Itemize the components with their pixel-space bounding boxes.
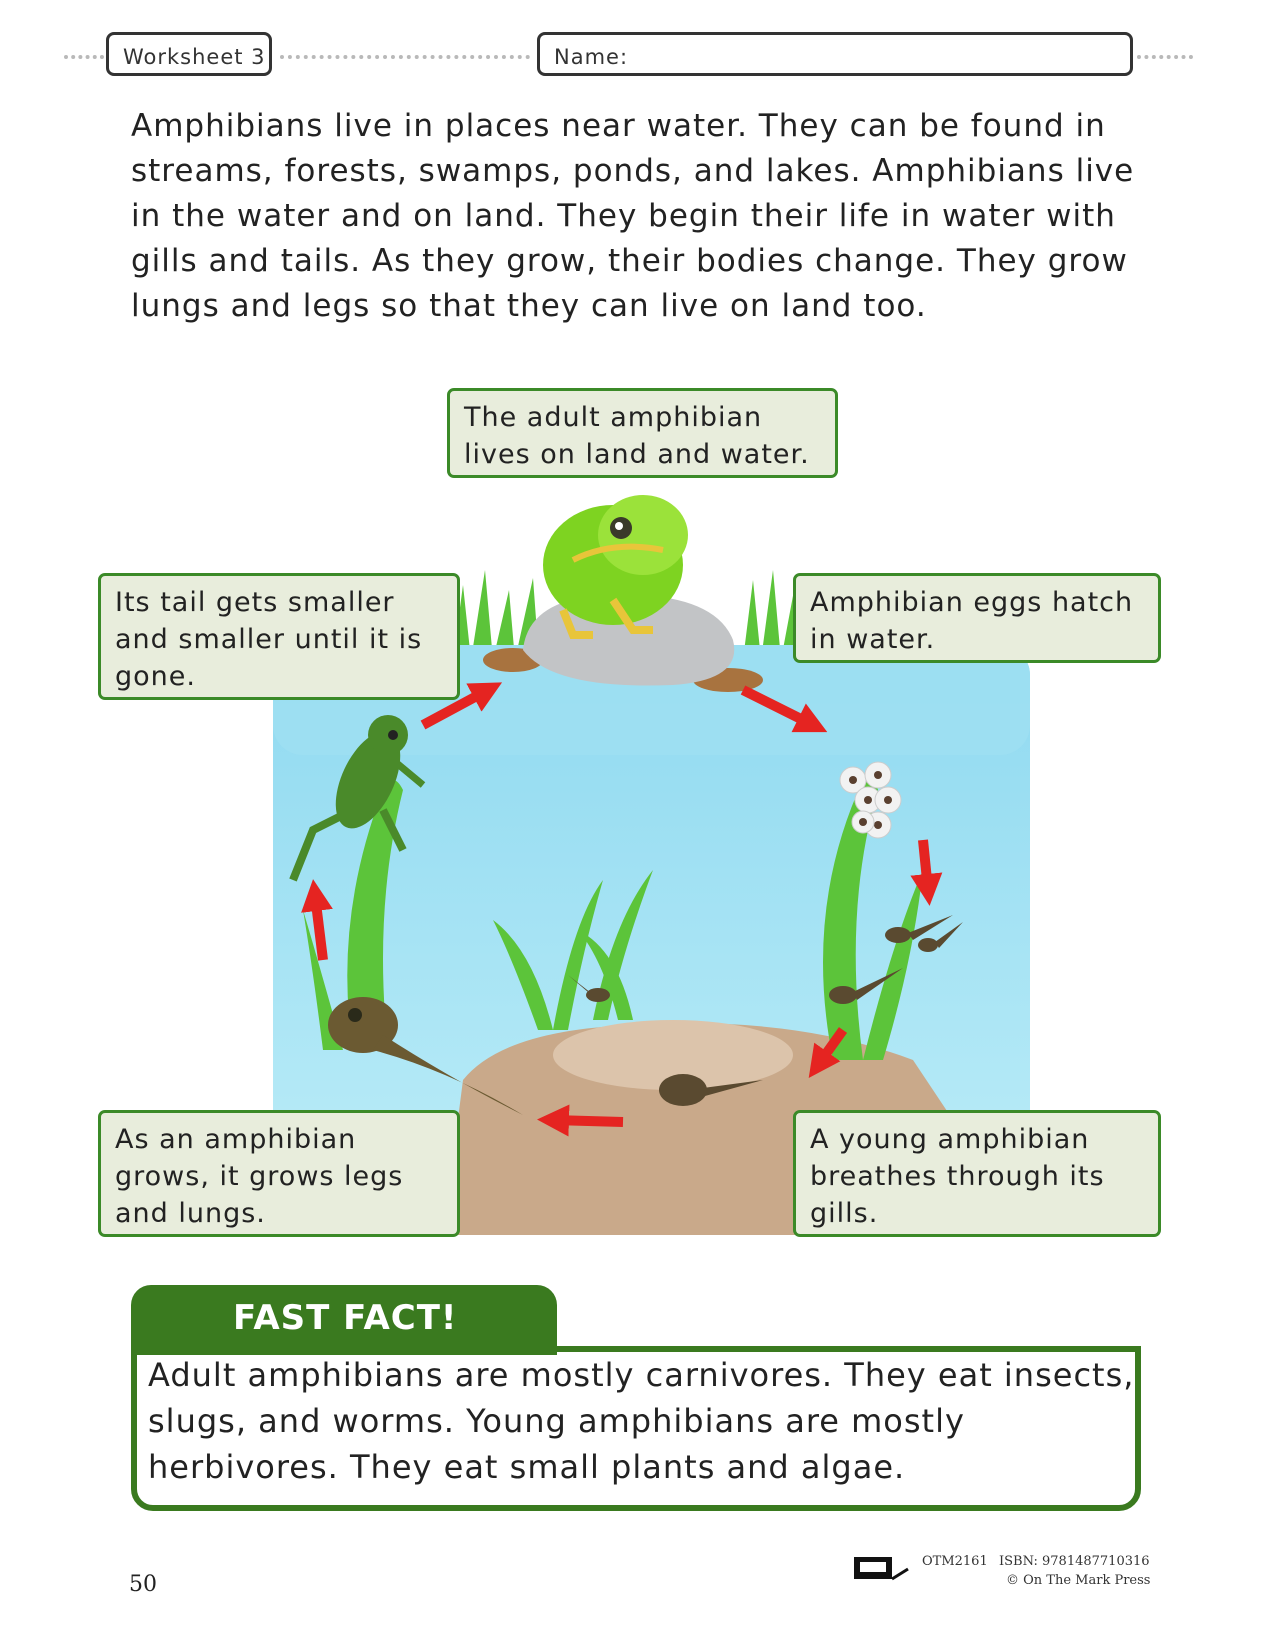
product-code: OTM2161: [922, 1554, 988, 1569]
page-number: 50: [129, 1572, 157, 1597]
header-dots-left: [64, 55, 104, 59]
isbn: ISBN: 9781487710316: [999, 1554, 1150, 1569]
intro-paragraph: Amphibians live in places near water. They can be found in streams, forests, swamps, ponds, and lakes. Amphibians live in the water and on land. They begin their life in water with gills and tails. As they grow, their bodies change. They grow lungs and legs so that they can live on land too.: [131, 108, 1135, 324]
worksheet-label: Worksheet 3: [106, 32, 272, 76]
header-dots-middle: [280, 55, 530, 59]
copyright: © On The Mark Press: [1006, 1573, 1151, 1588]
callout-tail: Its tail gets smaller and smaller until it is gone.: [98, 573, 460, 700]
callout-legs-lungs: As an amphibian grows, it grows legs and lungs.: [98, 1110, 460, 1237]
header-dots-right: [1137, 55, 1193, 59]
name-label: Name:: [554, 45, 629, 69]
arrow-to-froglet: [553, 1120, 623, 1122]
callout-eggs: Amphibian eggs hatch in water.: [793, 573, 1161, 663]
publisher-logo-icon: [852, 1553, 910, 1585]
callout-gills: A young amphibian breathes through its gills.: [793, 1110, 1161, 1237]
fast-fact-title: FAST FACT!: [131, 1285, 557, 1355]
fast-fact-text: Adult amphibians are mostly carnivores. They eat insects, slugs, and worms. Young amphibians are mostly herbivores. They eat small plants and algae.: [148, 1356, 1135, 1486]
name-field[interactable]: [537, 32, 1133, 76]
callout-adult: The adult amphibian lives on land and water.: [447, 388, 838, 478]
arrow-to-tadpoles: [923, 840, 928, 890]
